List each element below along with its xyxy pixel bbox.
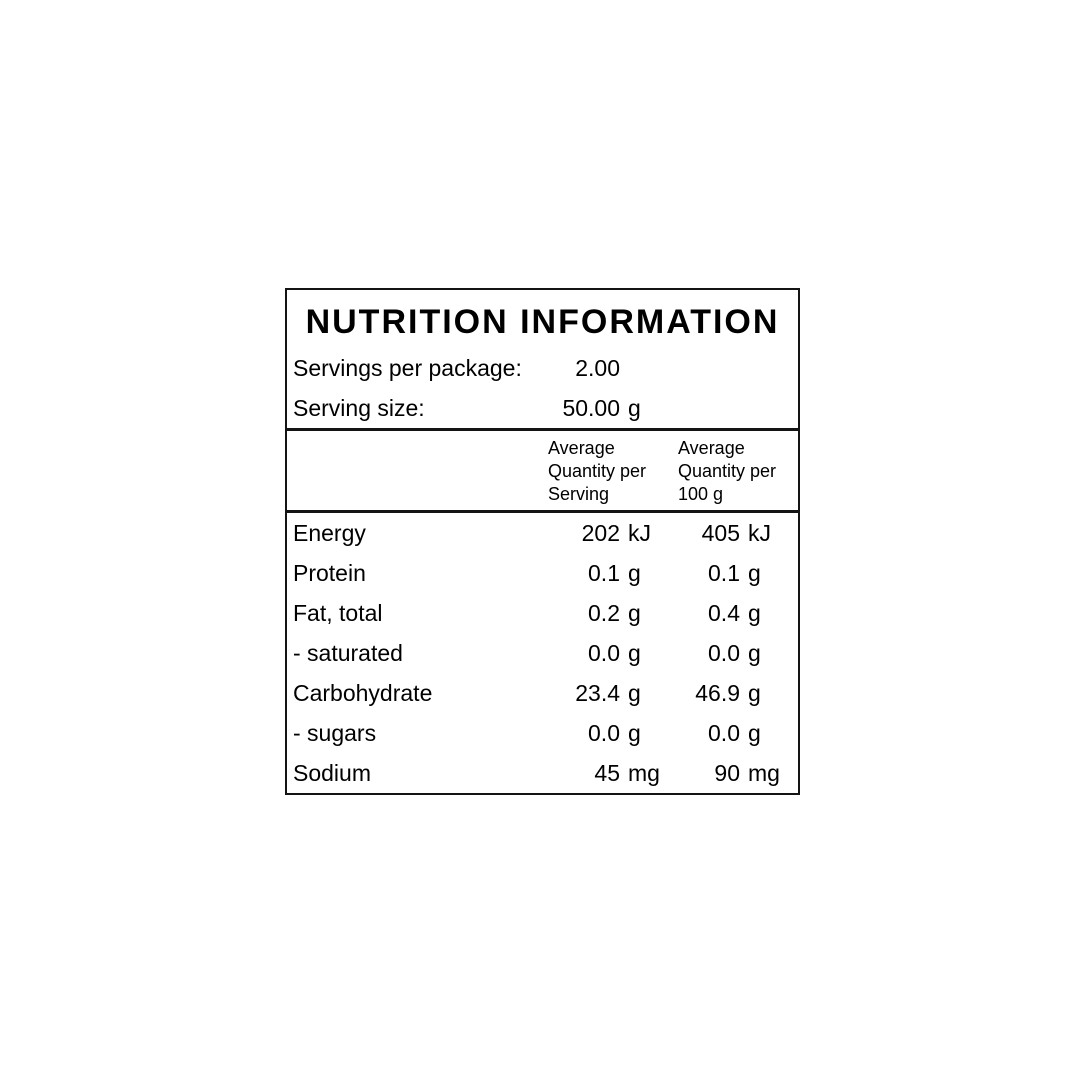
nutrient-label: Protein: [293, 559, 366, 586]
per-serving-unit: g: [628, 719, 641, 746]
per-100g-value: 0.0: [708, 639, 740, 666]
nutrient-label: Carbohydrate: [293, 679, 433, 706]
per-serving-unit: g: [628, 559, 641, 586]
per-100g-unit: g: [748, 599, 761, 626]
per-serving-value: 0.1: [588, 559, 620, 586]
column-header-per-serving: Average Quantity per Serving: [548, 438, 647, 504]
per-100g-unit: g: [748, 719, 761, 746]
nutrient-row-energy: [287, 513, 798, 553]
column-header-per-100g: Average Quantity per 100 g: [678, 438, 777, 504]
nutrient-label: Fat, total: [293, 599, 383, 626]
per-100g-value: 90: [714, 759, 740, 786]
servings-per-package-label: Servings per package:: [293, 354, 522, 381]
panel-title: NUTRITION INFORMATION: [305, 303, 780, 341]
per-serving-value: 45: [594, 759, 620, 786]
per-100g-unit: g: [748, 559, 761, 586]
per-100g-value: 0.1: [708, 559, 740, 586]
column-headers-section: [287, 431, 798, 513]
per-serving-unit: mg: [628, 759, 660, 786]
per-serving-value: 0.2: [588, 599, 620, 626]
per-serving-unit: kJ: [628, 519, 651, 546]
nutrient-label: - saturated: [293, 639, 403, 666]
serving-size-row: [287, 388, 798, 428]
per-serving-value: 23.4: [575, 679, 620, 706]
per-100g-unit: mg: [748, 759, 780, 786]
per-100g-value: 405: [701, 519, 740, 546]
per-100g-value: 46.9: [695, 679, 740, 706]
nutrient-label: Sodium: [293, 759, 371, 786]
nutrient-row-saturated: [287, 633, 798, 673]
nutrient-row-sodium: [287, 753, 798, 793]
per-serving-unit: g: [628, 599, 641, 626]
per-100g-unit: kJ: [748, 519, 771, 546]
serving-size-unit: g: [628, 394, 641, 421]
per-serving-unit: g: [628, 679, 641, 706]
per-serving-value: 0.0: [588, 719, 620, 746]
nutrient-row-sugars: [287, 713, 798, 753]
nutrient-label: Energy: [293, 519, 366, 546]
serving-size-value: 50.00: [562, 394, 620, 421]
servings-per-package-row: [287, 348, 798, 388]
nutrient-row-carbohydrate: [287, 673, 798, 713]
per-100g-unit: g: [748, 639, 761, 666]
nutrition-panel: [285, 288, 800, 795]
per-serving-value: 202: [581, 519, 620, 546]
nutrient-row-protein: [287, 553, 798, 593]
per-100g-value: 0.0: [708, 719, 740, 746]
per-100g-unit: g: [748, 679, 761, 706]
nutrient-label: - sugars: [293, 719, 377, 746]
servings-per-package-value: 2.00: [575, 354, 620, 381]
per-serving-value: 0.0: [588, 639, 620, 666]
per-serving-unit: g: [628, 639, 641, 666]
nutrient-rows-section: [287, 513, 798, 793]
per-100g-value: 0.4: [708, 599, 740, 626]
serving-size-label: Serving size:: [293, 394, 425, 421]
nutrient-row-fat-total: [287, 593, 798, 633]
panel-header-section: [287, 290, 798, 431]
